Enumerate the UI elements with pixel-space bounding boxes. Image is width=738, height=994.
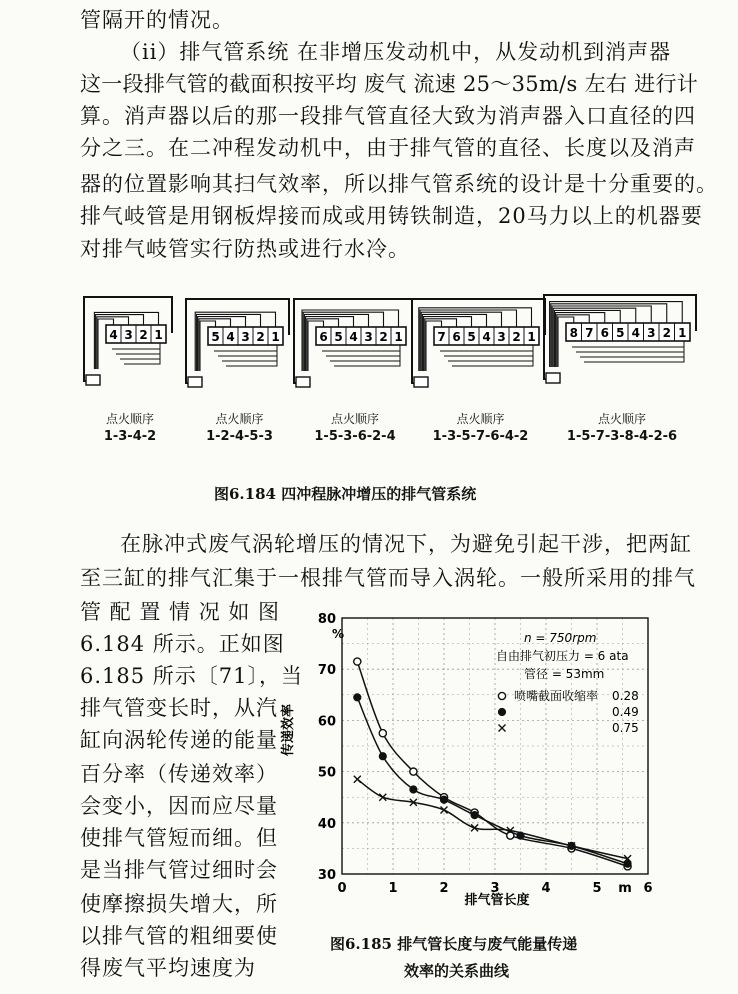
data-point xyxy=(440,796,447,803)
data-point xyxy=(379,730,386,737)
firing-order-title: 点火顺序 xyxy=(330,412,379,426)
cylinder-number: 3 xyxy=(364,330,373,344)
diameter-annotation: 管径 = 53mm xyxy=(524,667,605,681)
text-line: 在脉冲式废气涡轮增压的情况下，为避免引起干涉，把两缸 xyxy=(120,532,692,556)
data-point xyxy=(471,812,478,819)
data-point xyxy=(354,694,361,701)
cylinder-number: 2 xyxy=(512,330,521,344)
cylinder-number: 5 xyxy=(467,330,476,344)
text-line: 对排气岐管实行防热或进行水冷。 xyxy=(80,237,410,261)
text-line: 算。消声器以后的那一段排气管直径大致为消声器入口直径的四 xyxy=(80,104,696,128)
cylinder-number: 4 xyxy=(631,326,640,340)
cylinder-number: 1 xyxy=(271,330,280,344)
cylinder-number: 1 xyxy=(678,326,687,340)
exhaust-manifold-diagram xyxy=(538,293,706,389)
cylinder-number: 4 xyxy=(226,330,235,344)
efficiency-chart xyxy=(281,606,672,926)
y-tick-label: 70 xyxy=(317,663,336,679)
firing-order-title: 点火顺序 xyxy=(456,412,505,426)
cylinder-number: 4 xyxy=(482,330,491,344)
legend-marker xyxy=(499,725,506,732)
cylinder-number: 2 xyxy=(256,330,265,344)
text-line: 百分率（传递效率） xyxy=(80,762,278,786)
cylinder-number: 6 xyxy=(319,330,328,344)
x-tick-label: 3 xyxy=(490,881,500,896)
firing-order-sequence: 1-5-7-3-8-4-2-6 xyxy=(566,429,678,444)
text-line: 排气管变长时，从汽 xyxy=(80,696,278,720)
section-heading-line: （ii）排气管系统 在非增压发动机中，从发动机到消声器 xyxy=(120,40,672,64)
x-tick-label: 5 xyxy=(592,881,602,896)
exhaust-manifold-diagram xyxy=(406,297,555,393)
y-tick-label: 80 xyxy=(317,612,336,627)
exhaust-manifold-diagram xyxy=(288,297,422,393)
data-point xyxy=(379,753,386,760)
legend-label: 0.49 xyxy=(612,705,639,719)
x-tick-label: 2 xyxy=(439,881,449,896)
text-line: 以排气管的粗细要使 xyxy=(80,924,278,948)
cylinder-number: 6 xyxy=(452,330,461,344)
text-line: 使排气管短而细。但 xyxy=(80,826,278,850)
text-line: 会变小，因而应尽量 xyxy=(80,794,278,818)
legend-label: 0.28 xyxy=(612,689,639,703)
text-line: 6.185 所示〔71〕，当 xyxy=(80,664,304,688)
y-unit-label: % xyxy=(332,627,345,641)
legend-marker xyxy=(498,708,505,715)
cylinder-number: 6 xyxy=(600,326,609,340)
text-line: 器的位置影响其扫气效率，所以排气管系统的设计是十分重要的。 xyxy=(80,172,718,196)
x-tick-label: 4 xyxy=(541,881,551,896)
series-line xyxy=(357,779,627,858)
y-tick-label: 60 xyxy=(317,714,336,730)
firing-order-sequence: 1-2-4-5-3 xyxy=(206,429,273,444)
firing-order-title: 点火顺序 xyxy=(105,412,154,426)
figure-185-caption-line1: 图6.185 排气管长度与废气能量传递 xyxy=(330,935,578,953)
cylinder-number: 2 xyxy=(662,326,671,340)
text-line: 6.184 所示。正如图 xyxy=(80,632,285,656)
firing-order-sequence: 1-3-4-2 xyxy=(103,429,157,444)
cylinder-number: 3 xyxy=(124,328,133,342)
cylinder-number: 5 xyxy=(334,330,343,344)
cylinder-number: 7 xyxy=(585,326,594,340)
cylinder-number: 8 xyxy=(569,326,578,340)
x-tick-label: 1 xyxy=(388,881,398,896)
cylinder-number: 2 xyxy=(379,330,388,344)
text-line: 排气岐管是用钢板焊接而成或用铸铁制造，20马力以上的机器要 xyxy=(80,204,703,228)
chart-legend xyxy=(498,688,638,735)
text-line: 得废气平均速度为 xyxy=(80,956,256,980)
cylinder-number: 1 xyxy=(154,328,163,342)
cylinder-number: 2 xyxy=(139,328,148,342)
cylinder-number: 3 xyxy=(497,330,506,344)
y-tick-label: 40 xyxy=(317,816,336,832)
data-point xyxy=(441,807,448,814)
cylinder-number: 5 xyxy=(211,330,220,344)
y-tick-label: 50 xyxy=(317,765,336,781)
x-axis-label: 排气管长度 xyxy=(464,893,530,908)
cylinder-number: 5 xyxy=(616,326,625,340)
cylinder-number: 3 xyxy=(647,326,656,340)
cylinder-number: 4 xyxy=(349,330,358,344)
data-point xyxy=(410,786,417,793)
exhaust-manifold-diagram xyxy=(78,295,182,391)
text-line: 至三缸的排气汇集于一根排气管而导入涡轮。一般所采用的排气 xyxy=(80,566,696,590)
speed-annotation: n = 750rpm xyxy=(524,631,597,645)
figure-184-caption: 图6.184 四冲程脉冲增压的排气管系统 xyxy=(214,485,477,503)
firing-order-label xyxy=(528,410,716,446)
y-axis-label: 传递效率 xyxy=(281,703,296,756)
firing-order-title: 点火顺序 xyxy=(215,412,264,426)
legend-title: 喷嘴截面收缩率 xyxy=(514,689,599,703)
text-line: 管 配 置 情 况 如 图 xyxy=(80,600,281,624)
firing-order-sequence: 1-3-5-7-6-4-2 xyxy=(432,429,529,444)
data-point xyxy=(379,794,386,801)
cylinder-number: 1 xyxy=(527,330,536,344)
x-tick-label: m xyxy=(618,881,632,896)
text-line: 缸向涡轮传递的能量 xyxy=(80,728,278,752)
pressure-annotation: 自由排气初压力 = 6 ata xyxy=(496,649,629,663)
x-tick-label: 6 xyxy=(643,881,653,896)
firing-order-sequence: 1-5-3-6-2-4 xyxy=(314,429,396,444)
legend-label: 0.75 xyxy=(612,721,639,735)
figure-185-caption-line2: 效率的关系曲线 xyxy=(404,962,510,980)
text-line: 使摩擦损失增大，所 xyxy=(80,892,278,916)
cylinder-number: 1 xyxy=(394,330,403,344)
data-point xyxy=(354,658,361,665)
x-tick-label: 0 xyxy=(337,881,347,896)
cylinder-number: 7 xyxy=(437,330,446,344)
firing-order-title: 点火顺序 xyxy=(597,412,646,426)
cylinder-number: 3 xyxy=(241,330,250,344)
exhaust-manifold-diagram xyxy=(180,297,299,393)
text-line: 这一段排气管的截面积按平均 废气 流速 25～35m/s 左右 进行计 xyxy=(80,72,699,96)
text-line: 是当排气管过细时会 xyxy=(80,858,278,882)
series-line xyxy=(357,697,627,863)
legend-marker xyxy=(498,692,505,699)
text-line: 管隔开的情况。 xyxy=(80,8,234,32)
y-tick-label: 30 xyxy=(317,868,336,883)
cylinder-number: 4 xyxy=(109,328,118,342)
data-point xyxy=(410,768,417,775)
data-point xyxy=(354,776,361,783)
text-line: 分之三。在二冲程发动机中，由于排气管的直径、长度以及消声 xyxy=(80,136,696,160)
